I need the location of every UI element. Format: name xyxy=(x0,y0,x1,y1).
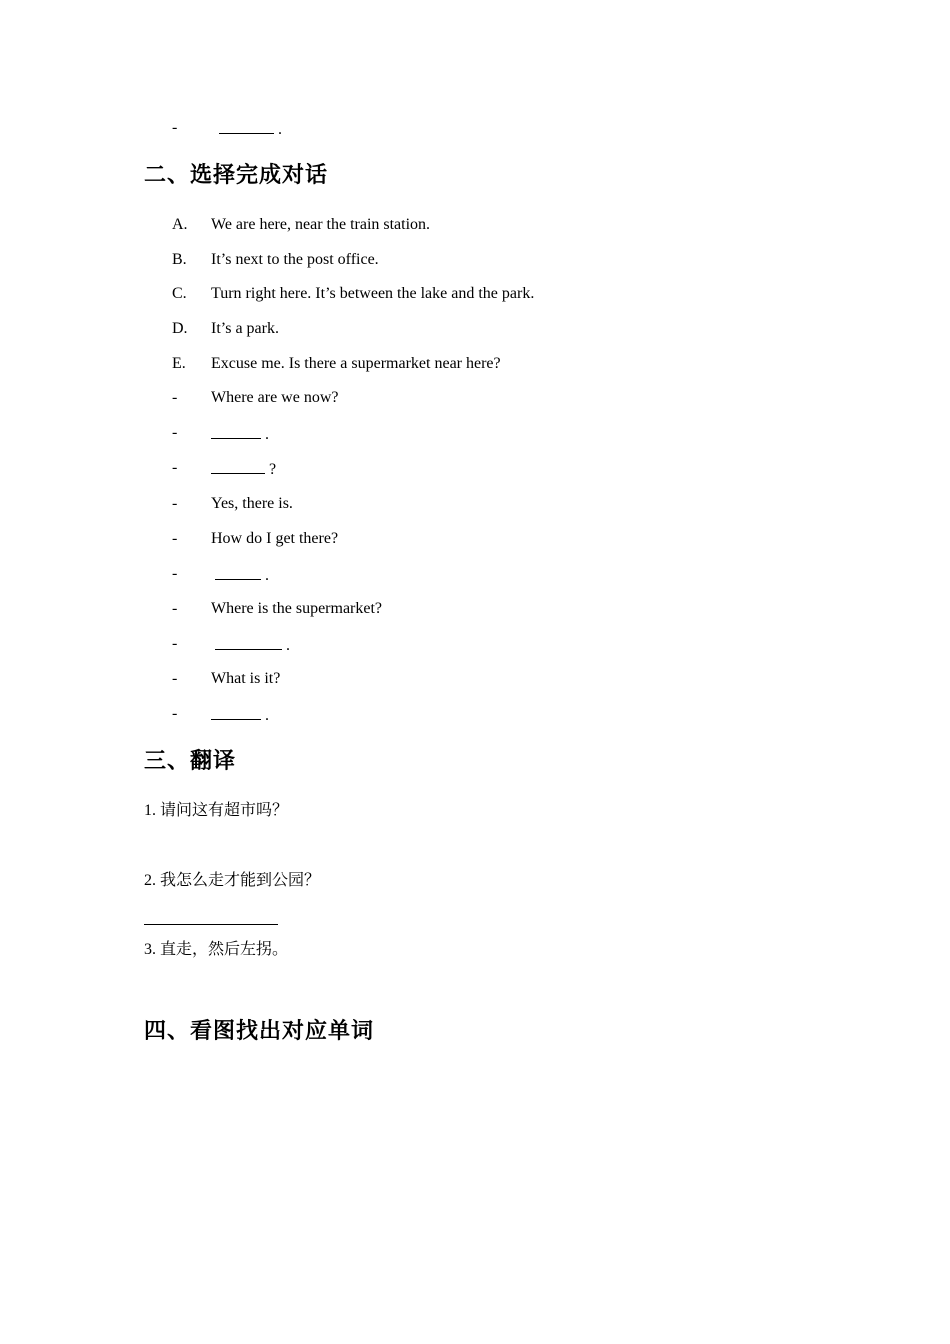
answer-blank[interactable] xyxy=(215,634,282,650)
line-punctuation: . xyxy=(265,426,269,443)
dialogue-line xyxy=(211,423,269,445)
dialogue-line xyxy=(219,118,282,140)
answer-blank[interactable] xyxy=(211,704,261,720)
answer-blank[interactable] xyxy=(211,458,265,474)
option-text: It’s next to the post office. xyxy=(211,251,379,268)
option-letter: B. xyxy=(172,251,187,268)
option-letter: E. xyxy=(172,355,186,372)
dialogue-line xyxy=(211,704,269,726)
translation-question: 2. 我怎么走才能到公园？ xyxy=(144,872,321,889)
dialogue-line xyxy=(215,634,290,656)
answer-blank[interactable] xyxy=(219,118,274,134)
dialogue-line: What is it? xyxy=(211,670,281,687)
dialogue-marker: - xyxy=(172,424,178,441)
option-text: Turn right here. It’s between the lake and the park. xyxy=(211,285,535,302)
dialogue-marker: - xyxy=(172,600,178,617)
dialogue-line: Where are we now? xyxy=(211,389,339,406)
dialogue-marker: - xyxy=(172,459,178,476)
option-text: Excuse me. Is there a supermarket near here? xyxy=(211,355,501,372)
option-letter: A. xyxy=(172,216,188,233)
dialogue-marker: - xyxy=(172,705,178,722)
dialogue-marker: - xyxy=(172,565,178,582)
dialogue-line xyxy=(215,564,269,586)
dialogue-marker: - xyxy=(172,635,178,652)
dialogue-marker: - xyxy=(172,670,178,687)
dialogue-marker: - xyxy=(172,530,178,547)
line-punctuation: . xyxy=(286,637,290,654)
section-heading-translation: 三、翻译 xyxy=(144,749,237,774)
option-letter: C. xyxy=(172,285,187,302)
answer-blank[interactable] xyxy=(211,423,261,439)
dialogue-line: How do I get there? xyxy=(211,530,339,547)
line-punctuation: . xyxy=(278,121,282,138)
option-text: It’s a park. xyxy=(211,320,279,337)
line-punctuation: . xyxy=(265,567,269,584)
answer-blank[interactable] xyxy=(215,564,261,580)
answer-line[interactable] xyxy=(144,924,278,925)
option-letter: D. xyxy=(172,320,188,337)
section-heading-choose-dialogue: 二、选择完成对话 xyxy=(144,163,329,188)
dialogue-marker: - xyxy=(172,389,178,406)
dialogue-line: Yes, there is. xyxy=(211,495,293,512)
translation-question: 3. 直走，然后左拐。 xyxy=(144,941,289,958)
line-punctuation: . xyxy=(265,707,269,724)
dialogue-line xyxy=(211,458,276,480)
section-heading-picture-words: 四、看图找出对应单词 xyxy=(144,1019,375,1044)
translation-question: 1. 请问这有超市吗？ xyxy=(144,802,289,819)
dialogue-marker: - xyxy=(172,495,178,512)
line-punctuation: ? xyxy=(269,461,277,478)
option-text: We are here, near the train station. xyxy=(211,216,431,233)
dialogue-marker: - xyxy=(172,119,178,136)
dialogue-line: Where is the supermarket? xyxy=(211,600,383,617)
